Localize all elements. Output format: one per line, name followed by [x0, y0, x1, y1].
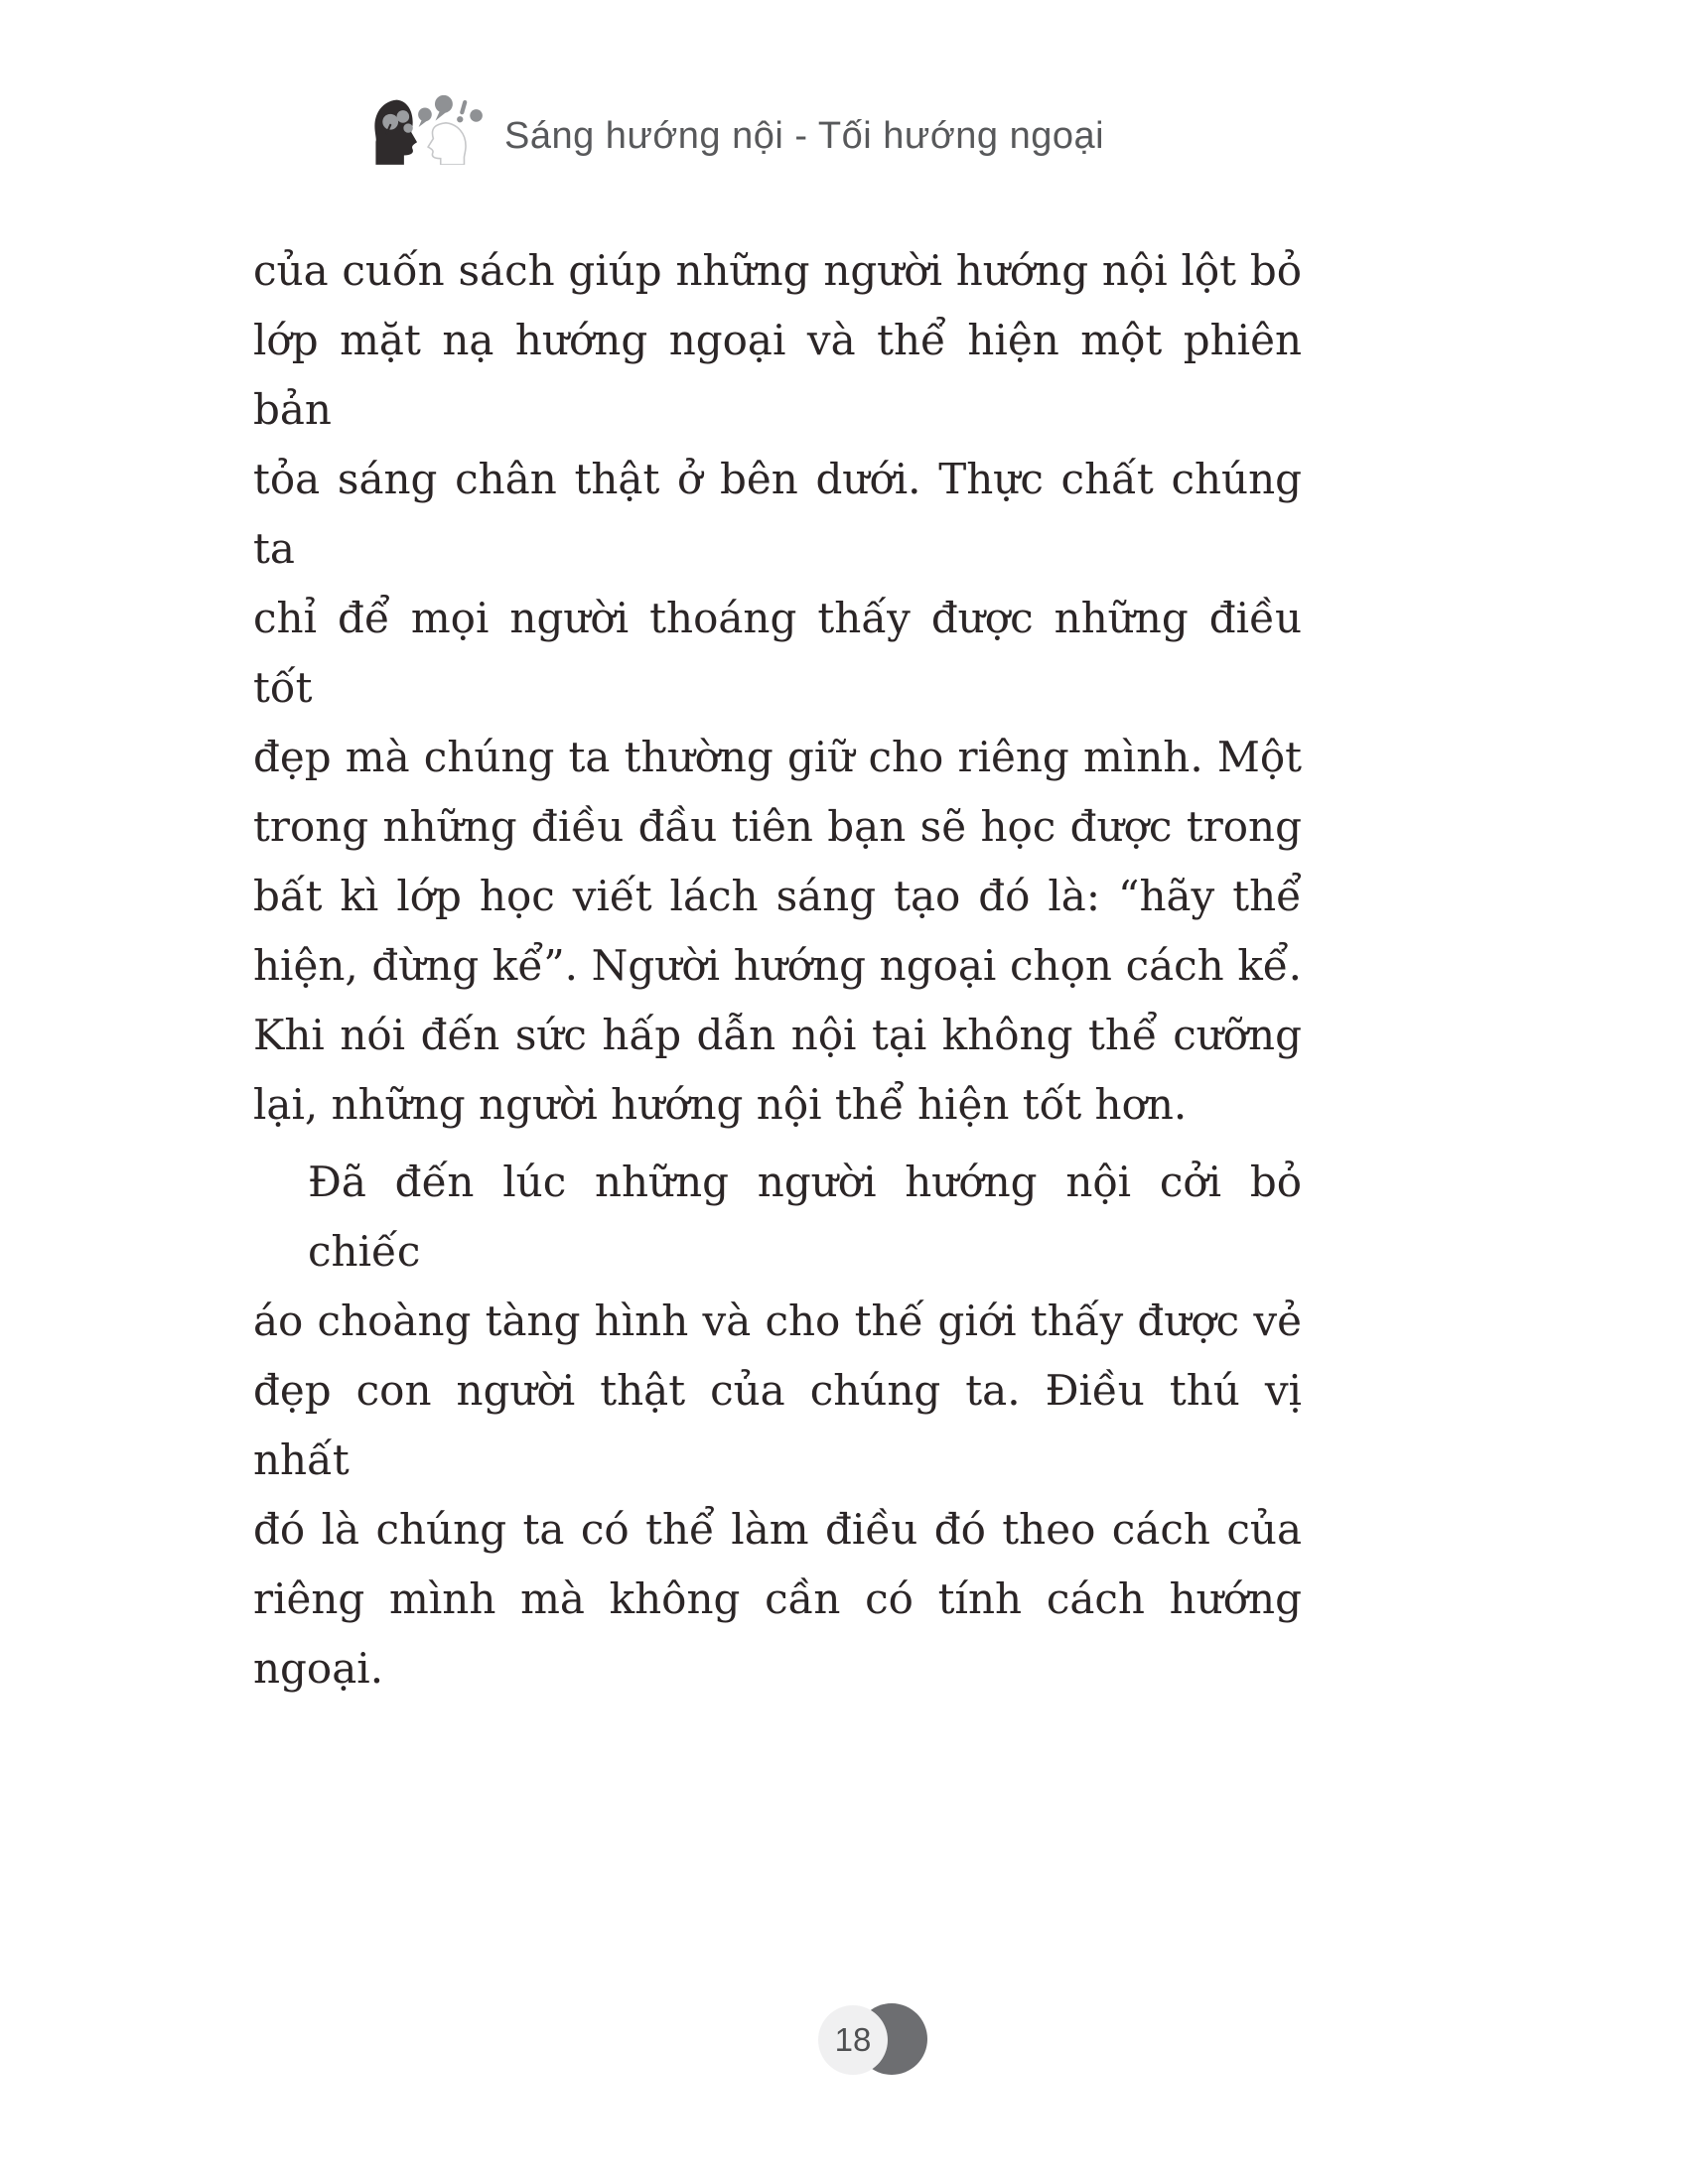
- page-number: 18: [834, 2021, 872, 2058]
- text-line: đẹp mà chúng ta thường giữ cho riêng mình. Một: [253, 733, 1302, 781]
- page-title: Sáng hướng nội - Tối hướng ngoại: [504, 115, 1105, 157]
- text-line: Đã đến lúc những người hướng nội cởi bỏ chiếc: [308, 1158, 1302, 1276]
- text-line: lớp mặt nạ hướng ngoại và thể hiện một phiên bản: [253, 316, 1302, 434]
- text-line: hiện, đừng kể”. Người hướng ngoại chọn cách kể.: [253, 941, 1302, 990]
- text-line: trong những điều đầu tiên bạn sẽ học được trong: [253, 802, 1302, 851]
- text-line: bất kì lớp học viết lách sáng tạo đó là: “hãy thể: [253, 872, 1302, 920]
- text-line: tỏa sáng chân thật ở bên dưới. Thực chất chúng ta: [253, 455, 1302, 573]
- introvert-extrovert-heads-icon: [367, 89, 485, 165]
- text-line: Khi nói đến sức hấp dẫn nội tại không thể cưỡng: [253, 1011, 1302, 1059]
- text-line: đó là chúng ta có thể làm điều đó theo cách của: [253, 1505, 1302, 1554]
- text-line: đẹp con người thật của chúng ta. Điều thú vị nhất: [253, 1366, 1302, 1484]
- body-text: [253, 236, 1302, 1704]
- page-number-circle: [818, 2005, 888, 2075]
- text-line: áo choàng tàng hình và cho thế giới thấy được vẻ: [253, 1297, 1302, 1345]
- paragraph: [253, 236, 1302, 1140]
- text-line: riêng mình mà không cần có tính cách hướng ngoại.: [253, 1574, 1302, 1693]
- page-header: [367, 89, 1104, 165]
- text-line: của cuốn sách giúp những người hướng nội lột bỏ: [253, 246, 1302, 295]
- page-number-badge: [818, 2003, 929, 2079]
- paragraph: [253, 1148, 1302, 1704]
- text-line: lại, những người hướng nội thể hiện tốt hơn.: [253, 1080, 1188, 1129]
- text-line: chỉ để mọi người thoáng thấy được những điều tốt: [253, 594, 1302, 712]
